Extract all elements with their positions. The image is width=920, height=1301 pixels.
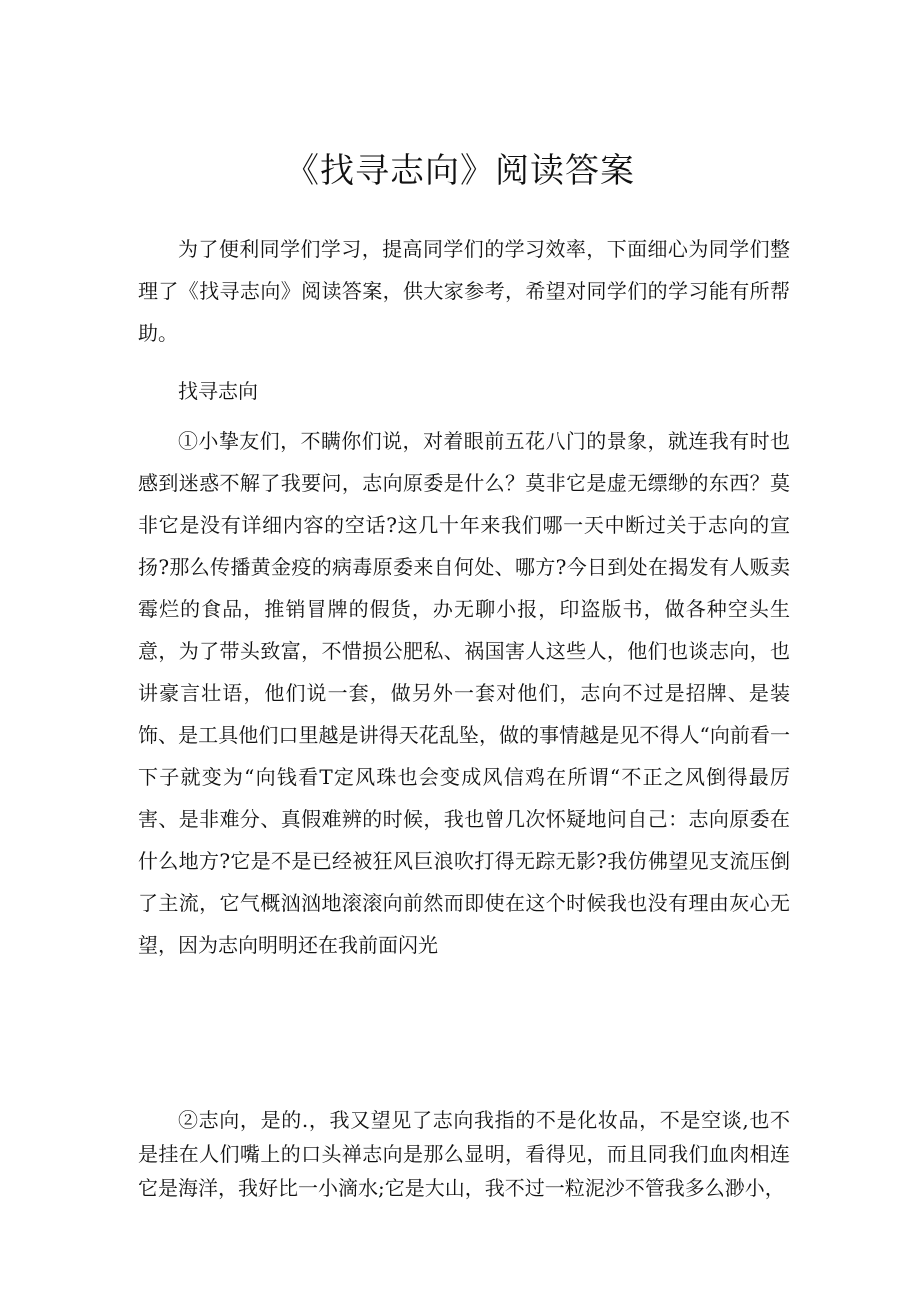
paragraph-1: ①小挚友们，不瞒你们说，对着眼前五花八门的景象，就连我有时也感到迷惑不解了我要问，志向原委是什么？莫非它是虚无缥缈的东西？莫非它是没有详细内容的空话?这几十年来我们哪一天中断过关于志向的宣扬?那么传播黄金疫的病毒原委来自何处、哪方?今日到处在揭发有人贩卖霉烂的食品，推销冒牌的假货，办无聊小报，印盗版书，做各种空头生意，为了带头致富，不惜损公肥私、祸国害人这些人，他们也谈志向，也讲豪言壮语，他们说一套，做另外一套对他们，志向不过是招牌、是装饰、是工具他们口里越是讲得天花乱坠，做的事情越是见不得人“向前看一下子就变为“向钱看T定风珠也会变成风信鸡在所谓“不正之风倒得最厉害、是非难分、真假难辨的时候，我也曾几次怀疑地问自己：志向原委在什么地方?它是不是已经被狂风巨浪吹打得无踪无影?我仿佛望见支流压倒了主流，它气概汹汹地滚滚向前然而即使在这个时候我也没有理由灰心无望，因为志向明明还在我前面闪光 (138, 429, 790, 957)
intro-paragraph: 为了便利同学们学习，提高同学们的学习效率，下面细心为同学们整理了《找寻志向》阅读答案，供大家参考，希望对同学们的学习能有所帮助。 (138, 237, 790, 345)
section-heading: 找寻志向 (178, 379, 258, 403)
paragraph-2: ②志向，是的.，我又望见了志向我指的不是化妆品，不是空谈,也不是挂在人们嘴上的口头禅志向是那么显明，看得见，而且同我们血肉相连它是海洋，我好比一小滴水;它是大山，我不过一粒泥沙不管我多么渺小， (138, 1108, 790, 1200)
page-title: 《找寻志向》阅读答案 (285, 151, 635, 191)
